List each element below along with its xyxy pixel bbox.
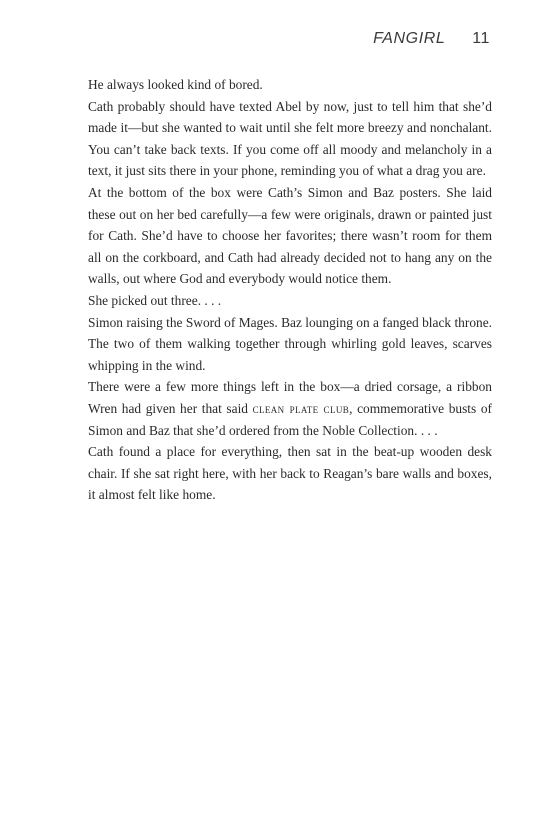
- small-caps-phrase: clean plate club: [252, 400, 350, 416]
- paragraph: She picked out three. . . .: [88, 292, 222, 308]
- book-title: FANGIRL: [373, 30, 446, 47]
- running-head: [373, 30, 490, 48]
- paragraph-text: , commemorative busts of Simon and Baz that she’d ordered from the Noble Collection. . . .: [88, 400, 492, 438]
- paragraph-text: There were a few more things left in the box—a dried corsage, a ribbon Wren had given her that said: [88, 379, 492, 416]
- paragraph: He always looked kind of bored.: [88, 77, 263, 92]
- paragraph: Cath probably should have texted Abel by now, just to tell him that she’d made it—but she wanted to wait until she felt more breezy and nonchalant. You can’t take back texts. If you come off all moody and melancholy in a text, it just sits there in your phone, reminding you of what a drag you are.: [88, 98, 492, 179]
- paragraph: At the bottom of the box were Cath’s Simon and Baz posters. She laid these out on her bed carefully—a few were originals, drawn or painted just for Cath. She’d have to choose her favorites; there wasn’t room for them all on the corkboard, and Cath had already decided not to hang any on the walls, out where God and everybody would notice them.: [88, 184, 492, 287]
- paragraph: Cath found a place for everything, then sat in the beat-up wooden desk chair. If she sat right here, with her back to Reagan’s bare walls and boxes, it almost felt like home.: [88, 444, 492, 503]
- body-text: [88, 74, 492, 506]
- paragraph: Simon raising the Sword of Mages. Baz lounging on a fanged black throne. The two of them walking together through whirling gold leaves, scarves whipping in the wind.: [88, 314, 492, 373]
- page-number: 11: [472, 30, 490, 47]
- paragraph: [88, 376, 492, 441]
